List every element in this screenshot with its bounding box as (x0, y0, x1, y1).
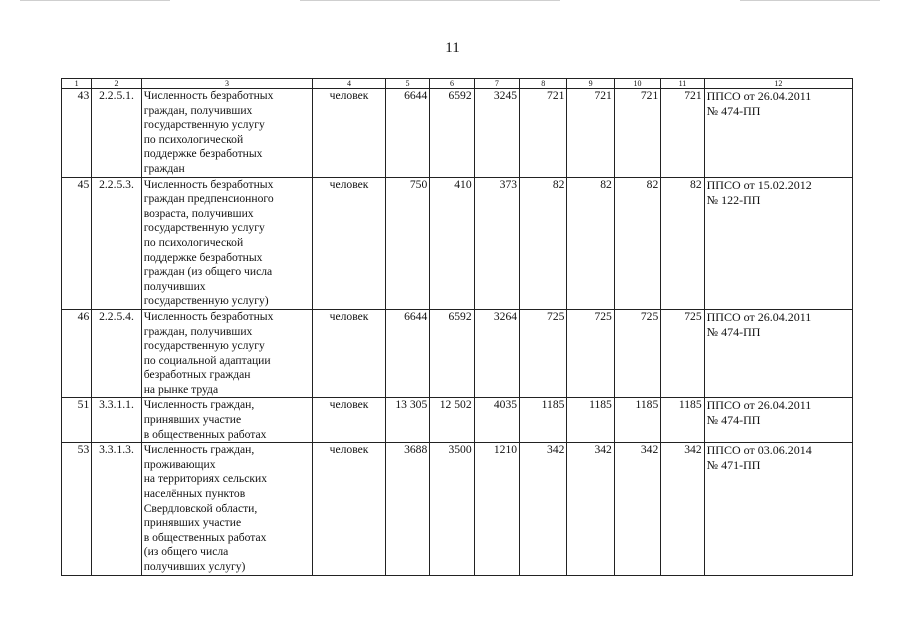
indicator-name-line: по психологической (143, 132, 244, 146)
source-document-line: ППСО от 26.04.2011 (706, 398, 812, 413)
column-header-10: 10 (614, 79, 660, 89)
indicator-name-line: Численность безработных (143, 89, 274, 102)
table-body (62, 89, 853, 576)
source-document (704, 398, 852, 443)
indicators-table (61, 78, 853, 576)
indicator-name-line: поддержке безработных (143, 147, 263, 161)
source-document-line: ППСО от 26.04.2011 (706, 309, 812, 324)
value-cell: 721 (520, 89, 567, 178)
indicator-name-line: Численность безработных (143, 177, 274, 191)
indicator-name-line: граждан (143, 161, 185, 175)
value-cell: 721 (567, 89, 614, 178)
source-document-line: ППСО от 15.02.2012 (706, 177, 812, 192)
column-header-12: 12 (704, 79, 852, 89)
indicator-name-line: в общественных работах (143, 427, 267, 441)
source-document-line: № 474-ПП (706, 104, 761, 118)
table-header (62, 79, 853, 89)
value-cell: 1185 (614, 398, 660, 443)
value-cell: 1185 (661, 398, 704, 443)
column-header-6: 6 (430, 79, 474, 89)
value-cell: 3688 (385, 443, 429, 575)
value-cell: 3245 (474, 89, 519, 178)
indicator-name-line: по психологической (143, 235, 244, 249)
source-document-line: № 122-ПП (706, 192, 761, 207)
source-document-line: № 471-ПП (706, 458, 761, 473)
value-cell: 6592 (430, 89, 474, 178)
indicator-name-line: возраста, получивших (143, 206, 254, 220)
unit-cell: человек (313, 309, 386, 398)
indicator-name (141, 398, 313, 443)
column-header-9: 9 (567, 79, 614, 89)
unit-cell: человек (313, 443, 386, 575)
indicator-name (141, 177, 313, 309)
value-cell: 410 (430, 177, 474, 309)
value-cell: 750 (385, 177, 429, 309)
source-document (704, 309, 852, 398)
unit-cell: человек (313, 398, 386, 443)
row-number: 46 (62, 309, 92, 398)
value-cell: 13 305 (385, 398, 429, 443)
column-header-4: 4 (313, 79, 386, 89)
scan-edge-line (20, 0, 170, 1)
value-cell: 6592 (430, 309, 474, 398)
source-document-line: ППСО от 26.04.2011 (706, 89, 812, 103)
page-number: 11 (445, 40, 460, 56)
indicator-name-line: принявших участие (143, 413, 242, 427)
table-row (62, 309, 853, 398)
value-cell: 721 (661, 89, 704, 178)
value-cell: 721 (614, 89, 660, 178)
column-header-3: 3 (141, 79, 313, 89)
indicator-name-line: Свердловской области, (143, 501, 258, 515)
table-row (62, 89, 853, 178)
scan-edge-line (300, 0, 560, 1)
indicator-name-line: в общественных работах (143, 530, 267, 544)
source-document (704, 177, 852, 309)
source-document (704, 443, 852, 575)
value-cell: 342 (520, 443, 567, 575)
indicator-name-line: поддержке безработных (143, 250, 263, 264)
table-row (62, 443, 853, 575)
row-number: 51 (62, 398, 92, 443)
indicator-name-line: граждан предпенсионного (143, 192, 274, 206)
unit-cell: человек (313, 177, 386, 309)
indicator-name-line: на рынке труда (143, 382, 219, 396)
value-cell: 82 (567, 177, 614, 309)
column-header-7: 7 (474, 79, 519, 89)
value-cell: 6644 (385, 309, 429, 398)
indicator-name-line: граждан, получивших (143, 324, 253, 338)
value-cell: 342 (614, 443, 660, 575)
indicator-name-line: на территориях сельских (143, 472, 267, 486)
unit-cell: человек (313, 89, 386, 178)
scan-edge-line (740, 0, 880, 1)
column-header-8: 8 (520, 79, 567, 89)
value-cell: 1210 (474, 443, 519, 575)
value-cell: 342 (661, 443, 704, 575)
row-code: 2.2.5.3. (92, 177, 141, 309)
column-header-2: 2 (92, 79, 141, 89)
value-cell: 1185 (567, 398, 614, 443)
row-number: 43 (62, 89, 92, 178)
column-header-11: 11 (661, 79, 704, 89)
row-code: 3.3.1.1. (92, 398, 141, 443)
indicator-name-line: Численность граждан, (143, 443, 255, 457)
row-code: 3.3.1.3. (92, 443, 141, 575)
value-cell: 342 (567, 443, 614, 575)
value-cell: 725 (567, 309, 614, 398)
row-number: 45 (62, 177, 92, 309)
value-cell: 725 (661, 309, 704, 398)
indicator-name-line: проживающих (143, 457, 216, 471)
indicator-name-line: получивших услугу) (143, 560, 246, 573)
column-header-1: 1 (62, 79, 92, 89)
indicator-name-line: Численность граждан, (143, 398, 255, 412)
source-document-line: ППСО от 03.06.2014 (706, 443, 812, 458)
source-document-line: № 474-ПП (706, 413, 761, 428)
row-code: 2.2.5.1. (92, 89, 141, 178)
value-cell: 3500 (430, 443, 474, 575)
indicator-name-line: принявших участие (143, 516, 242, 530)
indicator-name (141, 443, 313, 575)
indicator-name-line: государственную услугу (143, 339, 265, 353)
row-code: 2.2.5.4. (92, 309, 141, 398)
value-cell: 3264 (474, 309, 519, 398)
indicator-name-line: государственную услугу (143, 221, 265, 235)
source-document (704, 89, 852, 178)
indicator-name-line: безработных граждан (143, 368, 251, 382)
indicator-name-line: граждан (из общего числа (143, 265, 273, 279)
table-row (62, 177, 853, 309)
indicator-name-line: граждан, получивших (143, 103, 253, 117)
indicator-name (141, 89, 313, 178)
column-header-5: 5 (385, 79, 429, 89)
value-cell: 4035 (474, 398, 519, 443)
indicator-name-line: населённых пунктов (143, 487, 246, 501)
value-cell: 82 (520, 177, 567, 309)
indicator-name (141, 309, 313, 398)
indicator-name-line: Численность безработных (143, 309, 274, 323)
indicator-name-line: по социальной адаптации (143, 353, 271, 367)
indicator-name-line: государственную услугу (143, 118, 265, 132)
value-cell: 6644 (385, 89, 429, 178)
value-cell: 82 (614, 177, 660, 309)
indicator-name-line: получивших (143, 279, 206, 293)
source-document-line: № 474-ПП (706, 324, 761, 339)
value-cell: 725 (520, 309, 567, 398)
table-row (62, 398, 853, 443)
value-cell: 12 502 (430, 398, 474, 443)
value-cell: 82 (661, 177, 704, 309)
indicator-name-line: (из общего числа (143, 545, 229, 559)
header-row (62, 79, 853, 89)
value-cell: 725 (614, 309, 660, 398)
indicator-name-line: государственную услугу) (143, 294, 269, 308)
value-cell: 1185 (520, 398, 567, 443)
value-cell: 373 (474, 177, 519, 309)
row-number: 53 (62, 443, 92, 575)
